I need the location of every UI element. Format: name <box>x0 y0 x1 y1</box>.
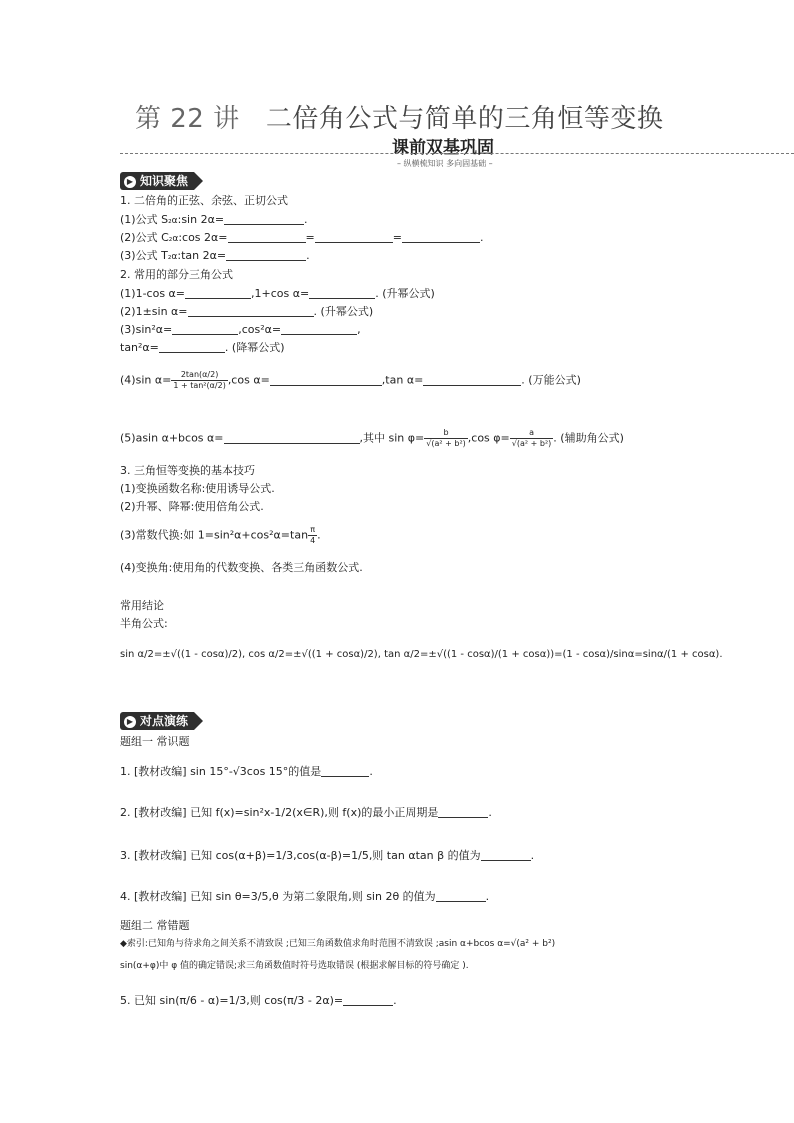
universal-fraction: $\frac{2\tan(\alpha/2)}{\text{1 + tan²(α/2)}}$ <box>173 370 226 390</box>
formula-p4: (4)sin α= $\frac{2\tan(\alpha/2)}{\text{1 + tan²(α/2)}}$ ,cos α= ,tan α= . (万能公式) <box>120 370 581 390</box>
technique-2: (2)升幂、降幂:使用倍角公式. <box>120 500 264 513</box>
group-1-heading: 题组一 常识题 <box>120 735 190 748</box>
header-caption: – 纵横梳知识 多向固基础 – <box>397 159 493 168</box>
formula-c2a: (2)公式 C₂α:cos 2α= = = . <box>120 231 484 244</box>
blank[interactable] <box>224 432 360 444</box>
lecture-title: 二倍角公式与简单的三角恒等变换 <box>265 104 664 134</box>
blank[interactable] <box>228 231 306 243</box>
sin-phi-fraction: $\frac{b}{\text{√(a² + b²)}}$ <box>426 428 466 448</box>
blank[interactable] <box>188 305 314 317</box>
answer-blank[interactable] <box>436 890 486 902</box>
answer-blank[interactable] <box>321 765 369 777</box>
blank[interactable] <box>185 287 251 299</box>
blank[interactable] <box>270 374 382 386</box>
technique-3: (3)常数代换:如 1=sin²α+cos²α=tan $\frac{\pi}{4}$ . <box>120 525 321 545</box>
heading-common-formulas: 2. 常用的部分三角公式 <box>120 268 233 281</box>
group-2-heading: 题组二 常错题 <box>120 919 190 932</box>
formula-p1: (1)1-cos α= ,1+cos α= . (升幂公式) <box>120 287 435 300</box>
blank[interactable] <box>423 374 521 386</box>
heading-double-angle: 1. 二倍角的正弦、余弦、正切公式 <box>120 194 288 207</box>
technique-1: (1)变换函数名称:使用诱导公式. <box>120 482 275 495</box>
blank[interactable] <box>226 249 306 261</box>
lecture-number: 第 22 讲 <box>135 104 240 134</box>
formula-s2a: (1)公式 S₂α:sin 2α= . <box>120 213 308 226</box>
page-subtitle: 课前双基巩固 <box>392 138 494 158</box>
play-icon: ▶ <box>124 176 136 188</box>
blank[interactable] <box>159 341 225 353</box>
question-2: 2. [教材改编] 已知 f(x)=sin²x-1/2(x∈R),则 f(x)的最小正周期是 . <box>120 806 492 819</box>
half-angle-formulas: sin α/2=±√((1 - cosα)/2), cos α/2=±√((1 + cosα)/2), tan α/2=±√((1 - cosα)/(1 + cosα))=(1 - cosα)/sinα=sinα/(1 + cosα). <box>120 649 723 660</box>
cos-phi-fraction: $\frac{a}{\text{√(a² + b²)}}$ <box>511 428 552 448</box>
blank[interactable] <box>315 231 393 243</box>
error-index-note-1: ◆索引:已知角与待求角之间关系不清致误 ;已知三角函数值求角时范围不清致误 ;asin α+bcos α=√(a² + b²) <box>120 939 556 949</box>
formula-t2a: (3)公式 T₂α:tan 2α= . <box>120 249 310 262</box>
technique-4: (4)变换角:使用角的代数变换、各类三角函数公式. <box>120 561 363 574</box>
question-1: 1. [教材改编] sin 15°-√3cos 15°的值是 . <box>120 765 373 778</box>
question-4: 4. [教材改编] 已知 sin θ=3/5,θ 为第二象限角,则 sin 2θ 的值为 . <box>120 890 490 903</box>
answer-blank[interactable] <box>343 994 393 1006</box>
blank[interactable] <box>309 287 375 299</box>
blank[interactable] <box>281 323 357 335</box>
section-tag-practice: ▶ 对点演练 <box>120 712 194 730</box>
formula-p3-tan: tan²α= . (降幂公式) <box>120 341 285 354</box>
question-3: 3. [教材改编] 已知 cos(α+β)=1/3,cos(α-β)=1/5,则 tan αtan β 的值为 . <box>120 849 535 862</box>
blank[interactable] <box>224 213 304 225</box>
conclusion-heading: 常用结论 <box>120 599 164 612</box>
formula-p3: (3)sin²α= ,cos²α= , <box>120 323 361 336</box>
formula-p5: (5)asin α+bcos α= ,其中 sin φ= $\frac{b}{\text{√(a² + b²)}}$ ,cos φ= $\frac{a}{\text{√(a² + b²)}}$ . (辅助角公式) <box>120 428 624 448</box>
pi-over-4-fraction: $\frac{\pi}{4}$ <box>310 525 316 545</box>
heading-techniques: 3. 三角恒等变换的基本技巧 <box>120 464 255 477</box>
question-5: 5. 已知 sin(π/6 - α)=1/3,则 cos(π/3 - 2α)= . <box>120 994 397 1007</box>
header-divider <box>120 153 794 154</box>
section-tag-knowledge: ▶ 知识聚焦 <box>120 172 194 190</box>
play-icon: ▶ <box>124 716 136 728</box>
page-title <box>135 98 663 135</box>
error-index-note-2: sin(α+φ)中 φ 值的确定错误;求三角函数值时符号选取错误 (根据求解目标的符号确定 ). <box>120 961 469 971</box>
answer-blank[interactable] <box>481 849 531 861</box>
blank[interactable] <box>172 323 238 335</box>
answer-blank[interactable] <box>438 806 488 818</box>
formula-p2: (2)1±sin α= . (升幂公式) <box>120 305 374 318</box>
half-angle-heading: 半角公式: <box>120 617 168 630</box>
blank[interactable] <box>402 231 480 243</box>
